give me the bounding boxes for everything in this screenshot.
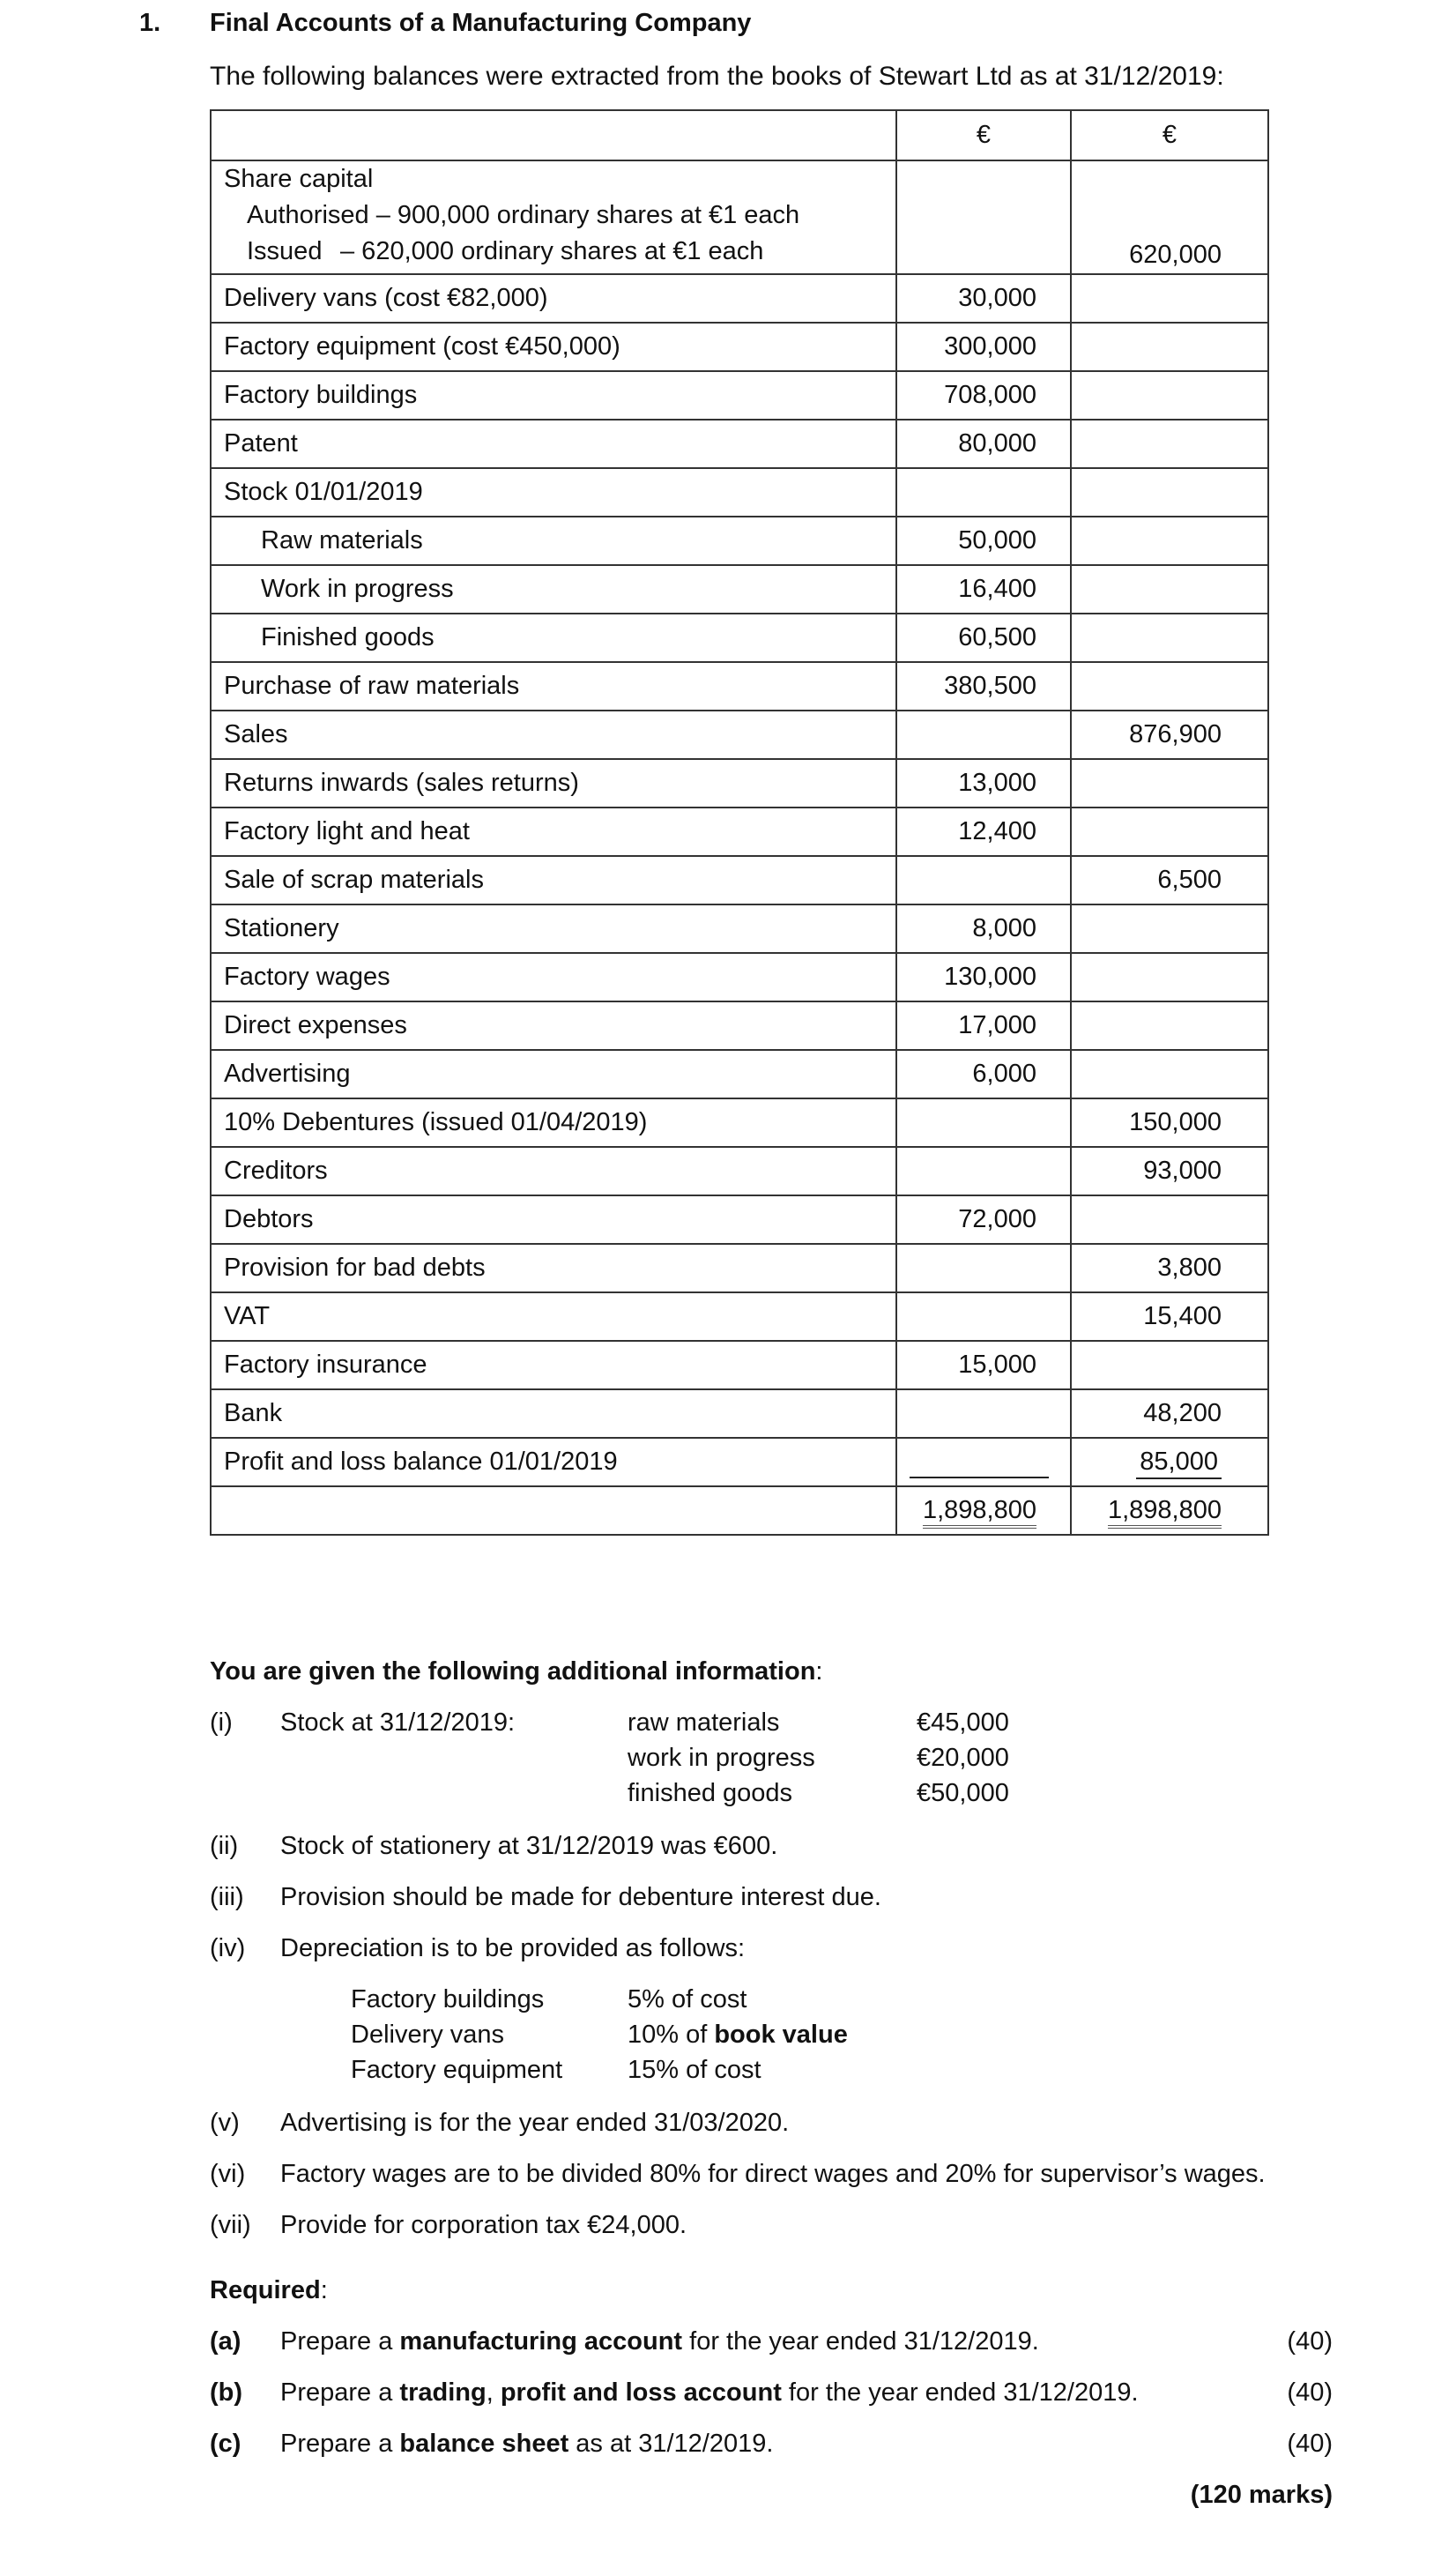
row-dr: 13,000: [896, 759, 1071, 808]
row-label: Patent: [211, 420, 896, 468]
table-row: [211, 274, 1268, 323]
table-row: [211, 1147, 1268, 1195]
table-row: [211, 1292, 1268, 1341]
totals-blank: [211, 1486, 896, 1535]
row-label: Direct expenses: [211, 1001, 896, 1050]
table-row: [211, 1389, 1268, 1438]
total-dr-cell: [896, 1486, 1071, 1535]
table-row: [211, 468, 1268, 517]
row-label: VAT: [211, 1292, 896, 1341]
row-label: Debtors: [211, 1195, 896, 1244]
info-ii-num: (ii): [210, 1832, 239, 1860]
row-label: Provision for bad debts: [211, 1244, 896, 1292]
row-cr: [1071, 420, 1268, 468]
info-iv-num: (iv): [210, 1934, 246, 1962]
row-cr: [1071, 1195, 1268, 1244]
row-label: Factory buildings: [211, 371, 896, 420]
info-vi-num: (vi): [210, 2160, 246, 2188]
row-dr: [896, 1292, 1071, 1341]
row-cr: [1071, 274, 1268, 323]
stock-fg-name: finished goods: [628, 1779, 793, 1807]
share-authorised: Authorised – 900,000 ordinary shares at €1 each: [247, 201, 800, 229]
row-cr: [1071, 1050, 1268, 1098]
totals-row: [211, 1486, 1268, 1535]
row-dr: [896, 1147, 1071, 1195]
row-dr: [896, 711, 1071, 759]
table-row: [211, 1195, 1268, 1244]
row-label: Returns inwards (sales returns): [211, 759, 896, 808]
row-dr: 60,500: [896, 614, 1071, 662]
info-vii-text: Provide for corporation tax €24,000.: [280, 2211, 687, 2239]
share-issued-label: Issued: [247, 237, 323, 265]
total-cr: 1,898,800: [1108, 1496, 1222, 1529]
row-dr: [896, 468, 1071, 517]
total-dr: 1,898,800: [923, 1496, 1036, 1529]
row-label: Factory wages: [211, 953, 896, 1001]
dep-buildings-name: Factory buildings: [351, 1985, 545, 2013]
dep-equipment-rate: 15% of cost: [628, 2056, 761, 2084]
table-row: [211, 371, 1268, 420]
required-b-num: (b): [210, 2378, 243, 2407]
table-row: [211, 759, 1268, 808]
row-dr: [896, 856, 1071, 904]
row-cr: [1071, 1438, 1268, 1486]
table-row: [211, 1244, 1268, 1292]
trial-balance-table: [210, 109, 1269, 1536]
row-cr: [1071, 662, 1268, 711]
row-label: Delivery vans (cost €82,000): [211, 274, 896, 323]
stock-fg-value: €50,000: [917, 1779, 1009, 1807]
row-label: Sale of scrap materials: [211, 856, 896, 904]
stock-raw-name: raw materials: [628, 1708, 780, 1737]
table-row: [211, 1438, 1268, 1486]
stock-wip-value: €20,000: [917, 1744, 1009, 1772]
table-row: [211, 662, 1268, 711]
row-label: Factory insurance: [211, 1341, 896, 1389]
row-cr: [1071, 808, 1268, 856]
row-label: Advertising: [211, 1050, 896, 1098]
table-row: [211, 1098, 1268, 1147]
table-row: [211, 420, 1268, 468]
row-cr: 150,000: [1071, 1098, 1268, 1147]
share-capital-label: Share capital: [224, 165, 374, 193]
dep-equipment-name: Factory equipment: [351, 2056, 563, 2084]
row-dr: 708,000: [896, 371, 1071, 420]
table-row: [211, 1050, 1268, 1098]
required-a-text: Prepare a manufacturing account for the year ended 31/12/2019.: [280, 2327, 1039, 2356]
row-label: Raw materials: [211, 517, 896, 565]
row-cr: 15,400: [1071, 1292, 1268, 1341]
row-label: Factory equipment (cost €450,000): [211, 323, 896, 371]
row-dr: [896, 1389, 1071, 1438]
required-heading: Required:: [210, 2276, 328, 2304]
row-dr: 130,000: [896, 953, 1071, 1001]
total-cr-cell: [1071, 1486, 1268, 1535]
row-label: Stock 01/01/2019: [211, 468, 896, 517]
table-row: [211, 565, 1268, 614]
question-intro: The following balances were extracted from the books of Stewart Ltd as at 31/12/2019:: [210, 62, 1224, 91]
dep-vans-rate: 10% of book value: [628, 2021, 848, 2049]
row-label: Sales: [211, 711, 896, 759]
row-cr: 3,800: [1071, 1244, 1268, 1292]
dep-buildings-rate: 5% of cost: [628, 1985, 747, 2013]
info-iv-text: Depreciation is to be provided as follows:: [280, 1934, 746, 1962]
row-label: 10% Debentures (issued 01/04/2019): [211, 1098, 896, 1147]
additional-heading: You are given the following additional information:: [210, 1657, 823, 1686]
row-cr: [1071, 468, 1268, 517]
info-vi-text: Factory wages are to be divided 80% for direct wages and 20% for supervisor’s wages.: [280, 2160, 1266, 2188]
table-row: [211, 953, 1268, 1001]
row-cr: 876,900: [1071, 711, 1268, 759]
table-row: [211, 323, 1268, 371]
info-iii-text: Provision should be made for debenture interest due.: [280, 1883, 881, 1911]
row-label: Creditors: [211, 1147, 896, 1195]
info-iii-num: (iii): [210, 1883, 244, 1911]
share-capital-dr: [896, 160, 1071, 274]
stock-wip-name: work in progress: [628, 1744, 815, 1772]
row-cr-value: 85,000: [1136, 1448, 1222, 1479]
table-row: [211, 808, 1268, 856]
total-marks: (120 marks): [1190, 2481, 1333, 2509]
table-row: [211, 856, 1268, 904]
row-cr: [1071, 614, 1268, 662]
row-dr: 72,000: [896, 1195, 1071, 1244]
share-capital-cr: 620,000: [1071, 160, 1268, 274]
row-label: Factory light and heat: [211, 808, 896, 856]
row-cr: 93,000: [1071, 1147, 1268, 1195]
row-label: Finished goods: [211, 614, 896, 662]
info-i-num: (i): [210, 1708, 233, 1737]
row-dr: 300,000: [896, 323, 1071, 371]
row-dr: 17,000: [896, 1001, 1071, 1050]
row-dr: 15,000: [896, 1341, 1071, 1389]
row-dr: 16,400: [896, 565, 1071, 614]
required-b-marks: (40): [1287, 2378, 1333, 2407]
share-capital-row: [211, 160, 1268, 274]
info-i-label: Stock at 31/12/2019:: [280, 1708, 516, 1737]
table-row: [211, 904, 1268, 953]
row-dr: [896, 1438, 1071, 1486]
row-dr: 6,000: [896, 1050, 1071, 1098]
table-row: [211, 1341, 1268, 1389]
share-issued-detail: – 620,000 ordinary shares at €1 each: [340, 237, 764, 265]
row-cr: [1071, 565, 1268, 614]
required-a-marks: (40): [1287, 2327, 1333, 2356]
row-cr: 6,500: [1071, 856, 1268, 904]
required-c-text: Prepare a balance sheet as at 31/12/2019.: [280, 2430, 774, 2458]
row-label: Purchase of raw materials: [211, 662, 896, 711]
row-cr: [1071, 1341, 1268, 1389]
info-ii-text: Stock of stationery at 31/12/2019 was €600.: [280, 1832, 778, 1860]
required-b-text: Prepare a trading, profit and loss account for the year ended 31/12/2019.: [280, 2378, 1139, 2407]
header-blank: [211, 110, 896, 160]
table-row: [211, 614, 1268, 662]
required-c-marks: (40): [1287, 2430, 1333, 2458]
dep-vans-name: Delivery vans: [351, 2021, 505, 2049]
table-row: [211, 1001, 1268, 1050]
question-number: 1.: [139, 9, 161, 37]
table-header-row: [211, 110, 1268, 160]
row-dr: [896, 1244, 1071, 1292]
row-dr: [896, 1098, 1071, 1147]
question-title: Final Accounts of a Manufacturing Company: [210, 9, 752, 37]
row-cr: [1071, 323, 1268, 371]
row-dr: 50,000: [896, 517, 1071, 565]
table-row: [211, 711, 1268, 759]
row-dr: 8,000: [896, 904, 1071, 953]
share-issued: [224, 234, 883, 270]
info-v-text: Advertising is for the year ended 31/03/2020.: [280, 2109, 790, 2137]
row-cr: [1071, 953, 1268, 1001]
info-vii-num: (vii): [210, 2211, 251, 2239]
info-v-num: (v): [210, 2109, 240, 2137]
row-dr: 12,400: [896, 808, 1071, 856]
row-cr: [1071, 904, 1268, 953]
table-row: [211, 517, 1268, 565]
row-cr: 48,200: [1071, 1389, 1268, 1438]
row-label: Stationery: [211, 904, 896, 953]
row-dr: 380,500: [896, 662, 1071, 711]
required-a-num: (a): [210, 2327, 241, 2356]
header-dr: €: [896, 110, 1071, 160]
row-cr: [1071, 371, 1268, 420]
share-capital-cell: [211, 160, 896, 274]
row-label: Bank: [211, 1389, 896, 1438]
row-cr: [1071, 759, 1268, 808]
stock-raw-value: €45,000: [917, 1708, 1009, 1737]
row-cr: [1071, 517, 1268, 565]
row-dr: 80,000: [896, 420, 1071, 468]
row-label: Profit and loss balance 01/01/2019: [211, 1438, 896, 1486]
required-c-num: (c): [210, 2430, 241, 2458]
header-cr: €: [1071, 110, 1268, 160]
row-dr: 30,000: [896, 274, 1071, 323]
row-cr: [1071, 1001, 1268, 1050]
row-label: Work in progress: [211, 565, 896, 614]
